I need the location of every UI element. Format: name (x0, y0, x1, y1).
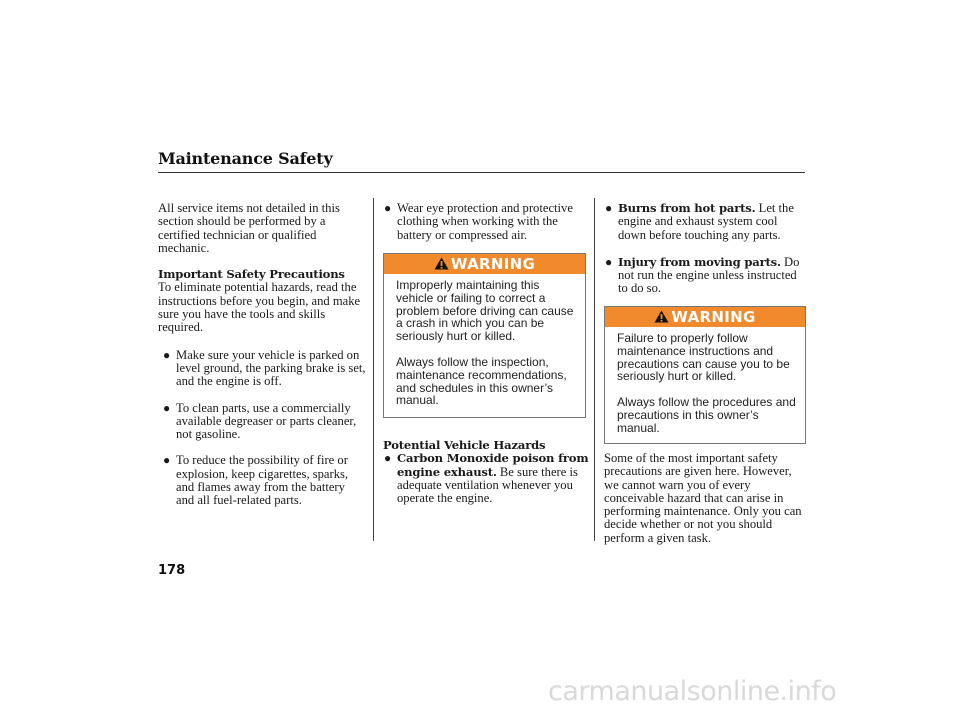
list-item: ● Make sure your vehicle is parked on level ground, the parking brake is set, and the engine is off. (163, 347, 366, 389)
bullet-icon: ● (163, 347, 171, 362)
bullet-icon: ● (605, 254, 613, 269)
list-item: ● Carbon Monoxide poison from engine exhaust. Be sure there is adequate ventilation whenever you operate the engine. (384, 451, 589, 506)
bullet-icon: ● (163, 400, 171, 415)
warning-triangle-icon (434, 255, 449, 275)
page-title: Maintenance Safety (158, 149, 333, 168)
column-divider (373, 198, 374, 541)
warning-box (383, 253, 586, 418)
list-item: ● Wear eye protection and protective clothing when working with the battery or compressed air. (384, 201, 573, 242)
list-item: ● Burns from hot parts. Let the engine and exhaust system cool down before touching any parts. (605, 201, 794, 242)
warning-banner: WARNING (384, 254, 585, 274)
column-1 (158, 202, 366, 508)
section-heading: Important Safety Precautions (158, 267, 345, 282)
safety-paragraph: To eliminate potential hazards, read the instructions before you begin, and make sure you have the tools and skills required. (158, 280, 361, 335)
warning-banner: WARNING (605, 307, 805, 327)
hazards-section (383, 439, 591, 505)
column-2 (383, 202, 591, 242)
page-number: 178 (158, 563, 186, 578)
title-rule (158, 172, 805, 173)
warning-box (604, 306, 806, 444)
bullet-icon: ● (384, 451, 392, 466)
warning-text: Failure to properly follow maintenance instructions and precautions can cause you to be seriously hurt or killed. Always follow the procedures and precautions in this owner’s manual. (617, 331, 796, 435)
warning-text: Improperly maintaining this vehicle or failing to correct a problem before driving can cause a crash in which you can be seriously hurt or killed. Always follow the inspection, maintenance recommendations, and schedules in this owner’s manual. (396, 278, 574, 408)
closing-paragraph-wrap (604, 452, 806, 545)
list-item: ● Injury from moving parts. Do not run the engine unless instructed to do so. (605, 254, 800, 296)
intro-paragraph: All service items not detailed in this section should be performed by a certified technician or qualified mechanic. (158, 201, 340, 255)
watermark: carmanualsonline.info (548, 676, 837, 707)
column-divider (594, 198, 595, 541)
closing-paragraph: Some of the most important safety precautions are given here. However, we cannot warn you of every conceivable hazard that can arise in performing maintenance. Only you can decide whether or not you should perform a given task. (604, 451, 802, 545)
section-heading: Potential Vehicle Hazards (383, 438, 546, 452)
bullet-icon: ● (605, 201, 613, 215)
list-item: ● To reduce the possibility of fire or explosion, keep cigarettes, sparks, and flames away from the battery and all fuel-related parts. (163, 453, 349, 508)
column-3 (604, 202, 804, 296)
warning-triangle-icon (654, 308, 669, 328)
bullet-icon: ● (163, 453, 171, 468)
bullet-icon: ● (384, 201, 392, 215)
list-item: ● To clean parts, use a commercially available degreaser or parts cleaner, not gasoline. (163, 400, 357, 442)
